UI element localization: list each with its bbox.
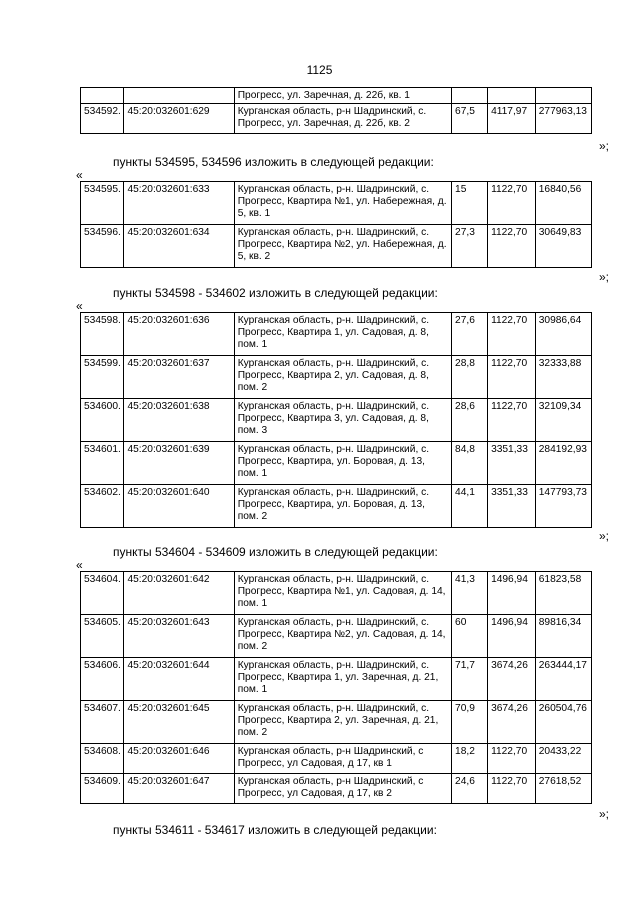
row-number: 534608. [81, 744, 124, 774]
address: Курганская область, р-н. Шадринский, с. Прогресс, Квартира, ул. Боровая, д. 13, пом. 2 [234, 485, 451, 528]
unit-price: 3674,26 [488, 701, 536, 744]
section-heading: пункты 534598 - 534602 изложить в следующей редакции: [113, 286, 438, 300]
cadastral-value [535, 88, 591, 104]
unit-price: 1122,70 [488, 774, 536, 804]
area: 28,8 [452, 356, 488, 399]
row-number: 534605. [81, 615, 124, 658]
cadastral-value: 30649,83 [535, 225, 591, 268]
section-heading: пункты 534595, 534596 изложить в следующей редакции: [113, 155, 434, 169]
unit-price: 1122,70 [488, 356, 536, 399]
area [452, 88, 488, 104]
opening-quote: « [76, 299, 83, 313]
row-number: 534598. [81, 313, 124, 356]
table-row [81, 356, 592, 399]
opening-quote: « [76, 168, 83, 182]
table-row [81, 399, 592, 442]
closing-quote: »; [598, 807, 609, 821]
address: Курганская область, р-н. Шадринский, с. Прогресс, Квартира №1, ул. Садовая, д. 14, пом. 1 [234, 572, 451, 615]
area: 44,1 [452, 485, 488, 528]
table-row [81, 442, 592, 485]
table-row [81, 744, 592, 774]
cadastral-value: 30986,64 [535, 313, 591, 356]
cadastral-value: 32109,34 [535, 399, 591, 442]
address: Прогресс, ул. Заречная, д. 22б, кв. 1 [234, 88, 451, 104]
unit-price: 1496,94 [488, 572, 536, 615]
area: 18,2 [452, 744, 488, 774]
cadastral-number: 45:20:032601:643 [124, 615, 234, 658]
table-row [81, 182, 592, 225]
table-row [81, 104, 592, 134]
table-row [81, 701, 592, 744]
unit-price: 1122,70 [488, 313, 536, 356]
cadastral-number: 45:20:032601:644 [124, 658, 234, 701]
cadastral-value: 32333,88 [535, 356, 591, 399]
area: 60 [452, 615, 488, 658]
cadastral-value: 277963,13 [535, 104, 591, 134]
table-row [81, 485, 592, 528]
table-row [81, 658, 592, 701]
address: Курганская область, р-н. Шадринский, с. Прогресс, Квартира №1, ул. Набережная, д. 5, кв. 1 [234, 182, 451, 225]
cadastral-number: 45:20:032601:647 [124, 774, 234, 804]
cadastral-number: 45:20:032601:638 [124, 399, 234, 442]
unit-price [488, 88, 536, 104]
table-row [81, 572, 592, 615]
table-row [81, 774, 592, 804]
address: Курганская область, р-н. Шадринский, с. Прогресс, Квартира №2, ул. Садовая, д. 14, пом. 2 [234, 615, 451, 658]
area: 84,8 [452, 442, 488, 485]
cadastral-number: 45:20:032601:639 [124, 442, 234, 485]
row-number [81, 88, 124, 104]
cadastral-number [124, 88, 234, 104]
section-heading: пункты 534604 - 534609 изложить в следующей редакции: [113, 545, 438, 559]
cadastral-value: 20433,22 [535, 744, 591, 774]
page-number: 1125 [306, 63, 333, 77]
address: Курганская область, р-н. Шадринский, с. Прогресс, Квартира №2, ул. Набережная, д. 5, кв. 2 [234, 225, 451, 268]
unit-price: 3351,33 [488, 442, 536, 485]
cadastral-number: 45:20:032601:646 [124, 744, 234, 774]
section-heading: пункты 534611 - 534617 изложить в следующей редакции: [113, 823, 437, 837]
row-number: 534607. [81, 701, 124, 744]
address: Курганская область, р-н. Шадринский, с. Прогресс, Квартира 2, ул. Заречная, д. 21, пом. 2 [234, 701, 451, 744]
cadastral-number: 45:20:032601:642 [124, 572, 234, 615]
cadastral-number: 45:20:032601:637 [124, 356, 234, 399]
closing-quote: »; [598, 139, 609, 153]
cadastral-number: 45:20:032601:633 [124, 182, 234, 225]
cadastral-number: 45:20:032601:629 [124, 104, 234, 134]
area: 27,6 [452, 313, 488, 356]
unit-price: 3351,33 [488, 485, 536, 528]
area: 67,5 [452, 104, 488, 134]
row-number: 534600. [81, 399, 124, 442]
cadastral-value: 260504,76 [535, 701, 591, 744]
cadastral-number: 45:20:032601:645 [124, 701, 234, 744]
area: 41,3 [452, 572, 488, 615]
register-table [80, 312, 592, 528]
row-number: 534596. [81, 225, 124, 268]
closing-quote: »; [598, 529, 609, 543]
cadastral-number: 45:20:032601:634 [124, 225, 234, 268]
closing-quote: »; [598, 270, 609, 284]
address: Курганская область, р-н. Шадринский, с. Прогресс, Квартира, ул. Боровая, д. 13, пом. 1 [234, 442, 451, 485]
address: Курганская область, р-н. Шадринский, с. Прогресс, Квартира 1, ул. Заречная, д. 21, пом. 1 [234, 658, 451, 701]
row-number: 534604. [81, 572, 124, 615]
table-row [81, 225, 592, 268]
table-row [81, 615, 592, 658]
row-number: 534602. [81, 485, 124, 528]
address: Курганская область, р-н. Шадринский, с. Прогресс, Квартира 2, ул. Садовая, д. 8, пом. 2 [234, 356, 451, 399]
unit-price: 1122,70 [488, 399, 536, 442]
area: 15 [452, 182, 488, 225]
address: Курганская область, р-н Шадринский, с. Прогресс, ул. Заречная, д. 22б, кв. 2 [234, 104, 451, 134]
cadastral-number: 45:20:032601:636 [124, 313, 234, 356]
register-table [80, 571, 592, 804]
cadastral-value: 16840,56 [535, 182, 591, 225]
cadastral-value: 61823,58 [535, 572, 591, 615]
cadastral-number: 45:20:032601:640 [124, 485, 234, 528]
unit-price: 3674,26 [488, 658, 536, 701]
row-number: 534609. [81, 774, 124, 804]
cadastral-value: 147793,73 [535, 485, 591, 528]
cadastral-value: 263444,17 [535, 658, 591, 701]
address: Курганская область, р-н. Шадринский, с. Прогресс, Квартира 1, ул. Садовая, д. 8, пом. 1 [234, 313, 451, 356]
area: 70,9 [452, 701, 488, 744]
opening-quote: « [76, 558, 83, 572]
address: Курганская область, р-н Шадринский, с Прогресс, ул Садовая, д 17, кв 1 [234, 744, 451, 774]
cadastral-value: 89816,34 [535, 615, 591, 658]
row-number: 534595. [81, 182, 124, 225]
address: Курганская область, р-н Шадринский, с Прогресс, ул Садовая, д 17, кв 2 [234, 774, 451, 804]
register-table [80, 181, 592, 268]
row-number: 534606. [81, 658, 124, 701]
register-table [80, 87, 592, 134]
cadastral-value: 284192,93 [535, 442, 591, 485]
row-number: 534599. [81, 356, 124, 399]
row-number: 534592. [81, 104, 124, 134]
unit-price: 1496,94 [488, 615, 536, 658]
area: 71,7 [452, 658, 488, 701]
address: Курганская область, р-н. Шадринский, с. Прогресс, Квартира 3, ул. Садовая, д. 8, пом. 3 [234, 399, 451, 442]
area: 27,3 [452, 225, 488, 268]
row-number: 534601. [81, 442, 124, 485]
table-row [81, 313, 592, 356]
unit-price: 1122,70 [488, 182, 536, 225]
area: 24,6 [452, 774, 488, 804]
unit-price: 4117,97 [488, 104, 536, 134]
unit-price: 1122,70 [488, 225, 536, 268]
area: 28,6 [452, 399, 488, 442]
unit-price: 1122,70 [488, 744, 536, 774]
table-row [81, 88, 592, 104]
cadastral-value: 27618,52 [535, 774, 591, 804]
